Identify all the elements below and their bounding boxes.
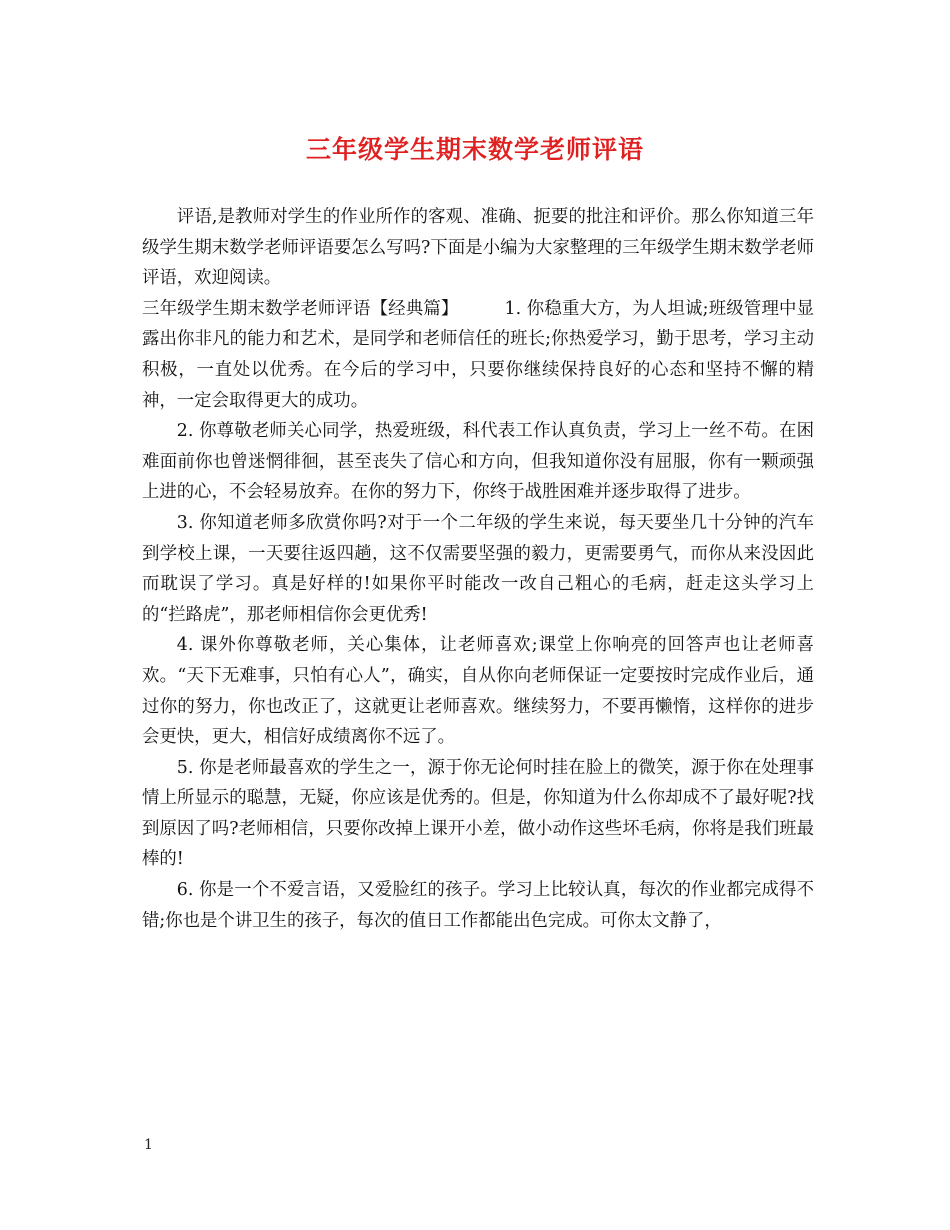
document-title: 三年级学生期末数学老师评语 xyxy=(305,135,644,164)
intro-paragraph: 评语,是教师对学生的作业所作的客观、准确、扼要的批注和评价。那么你知道三年级学生期末数学老师评语要怎么写吗?下面是小编为大家整理的三年级学生期末数学老师评语，欢迎阅读。 xyxy=(142,207,814,289)
comment-paragraph: 3. 你知道老师多欣赏你吗?对于一个二年级的学生来说，每天要坐几十分钟的汽车到学校上课，一天要往返四趟，这不仅需要坚强的毅力，更需要勇气，而你从来没因此而耽误了学习。真是好样的!如果你平时能改一改自己粗心的毛病，赶走这头学习上的“拦路虎”，那老师相信你会更优秀! xyxy=(142,512,814,625)
comment-paragraph: 1. 你稳重大方，为人坦诚;班级管理中显露出你非凡的能力和艺术，是同学和老师信任的班长;你热爱学习，勤于思考，学习主动积极，一直处以优秀。在今后的学习中，只要你继续保持良好的心态和坚持不懈的精神，一定会取得更大的成功。 xyxy=(142,298,814,411)
comment-paragraph: 4. 课外你尊敬老师，关心集体，让老师喜欢;课堂上你响亮的回答声也让老师喜欢。“天下无难事，只怕有心人”，确实，自从你向老师保证一定要按时完成作业后，通过你的努力，你也改正了，这就更让老师喜欢。继续努力，不要再懒惰，这样你的进步会更快，更大，相信好成绩离你不远了。 xyxy=(142,635,814,748)
section-heading: 三年级学生期末数学老师评语【经典篇】 xyxy=(142,298,459,319)
comment-paragraph: 2. 你尊敬老师关心同学，热爱班级，科代表工作认真负责，学习上一丝不苟。在困难面前你也曾迷惘徘徊，甚至丧失了信心和方向，但我知道你没有屈服，你有一颗顽强上进的心，不会轻易放弃。在你的努力下，你终于战胜困难并逐步取得了进步。 xyxy=(142,421,814,503)
page-number: 1 xyxy=(144,1137,153,1153)
section-paragraph xyxy=(142,294,814,416)
document-body xyxy=(142,202,814,936)
comment-paragraph: 6. 你是一个不爱言语，又爱脸红的孩子。学习上比较认真，每次的作业都完成得不错;你也是个讲卫生的孩子，每次的值日工作都能出色完成。可你太文静了， xyxy=(142,880,814,931)
comment-paragraph: 5. 你是老师最喜欢的学生之一，源于你无论何时挂在脸上的微笑，源于你在处理事情上所显示的聪慧，无疑，你应该是优秀的。但是，你知道为什么你却成不了最好呢?找到原因了吗?老师相信，只要你改掉上课开小差，做小动作这些坏毛病，你将是我们班最棒的! xyxy=(142,757,814,870)
